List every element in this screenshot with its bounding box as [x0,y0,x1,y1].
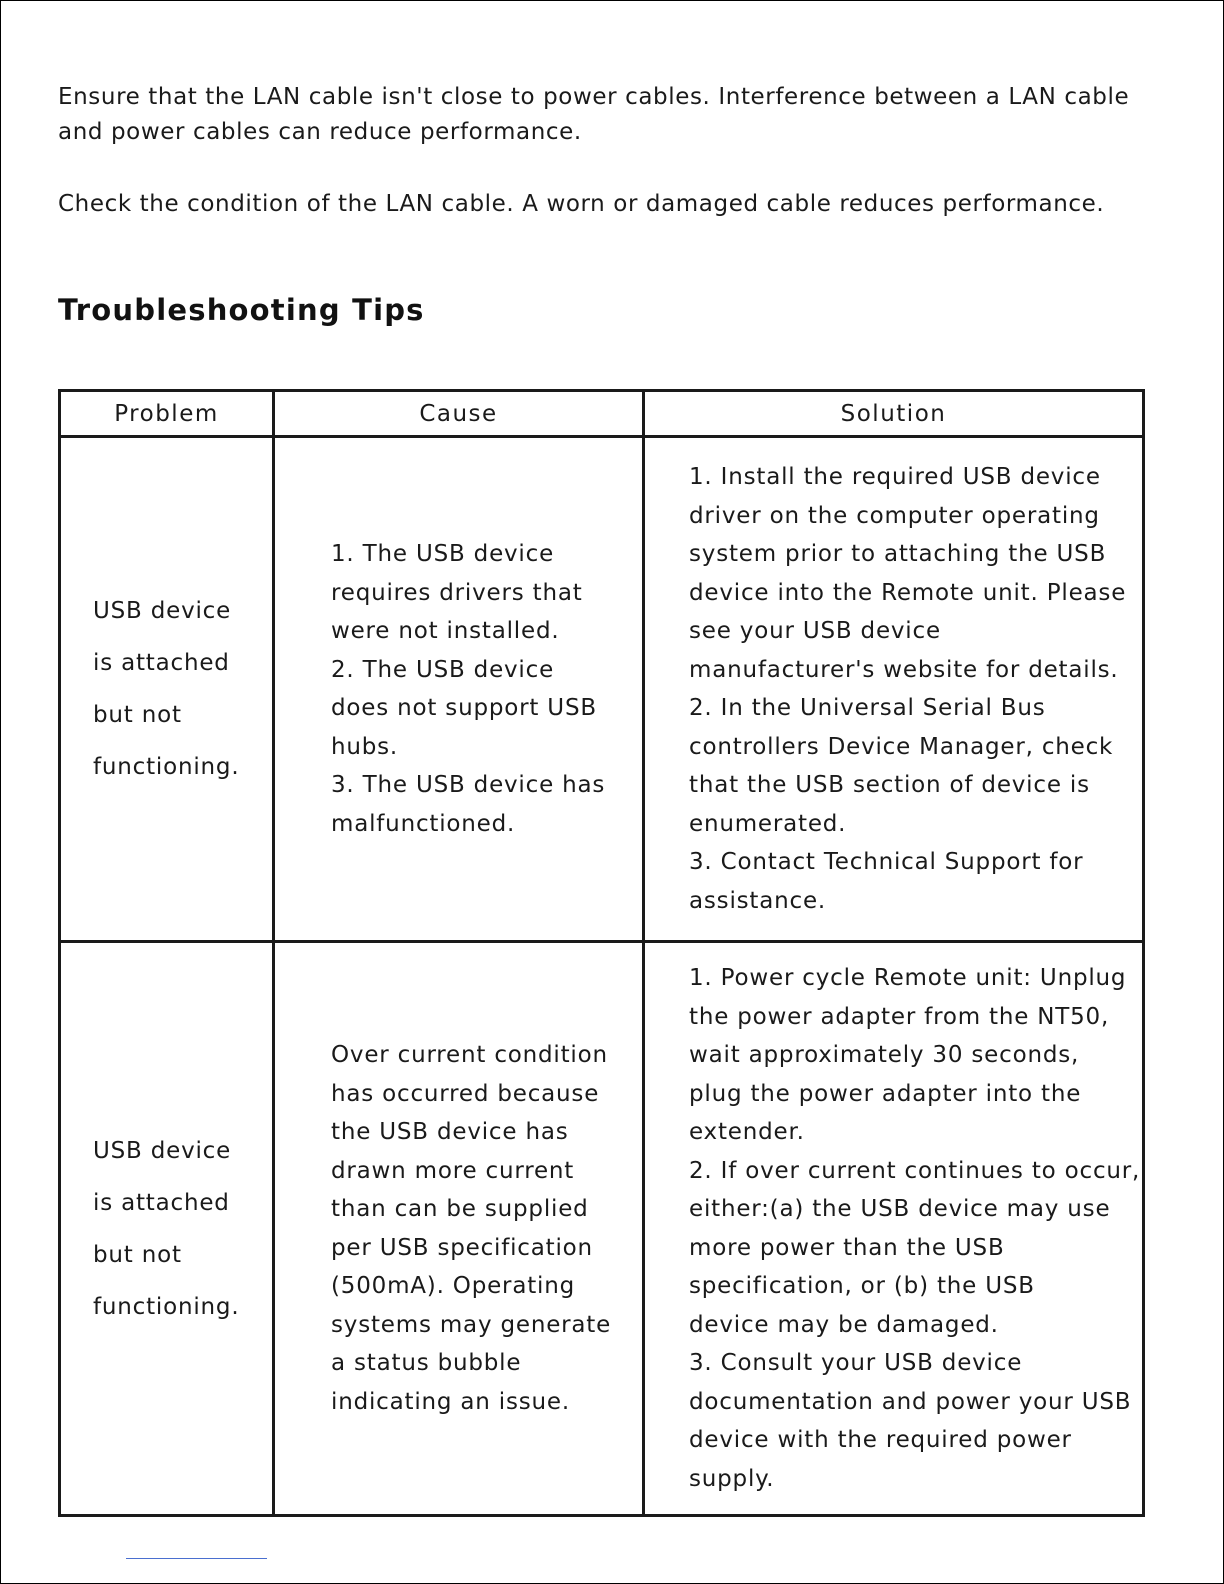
text-line: documentation and power your USB [689,1388,1132,1415]
cause-cell [274,437,644,942]
text-line: USB device [93,598,232,624]
text-line: supply. [689,1465,775,1492]
text-line: 2. The USB device [331,656,555,683]
text-line: malfunctioned. [331,810,516,837]
text-line: specification, or (b) the USB [689,1273,1035,1299]
text-line: wait approximately 30 seconds, [689,1042,1080,1068]
text-line: but not [93,1241,182,1268]
text-line: indicating an issue. [331,1388,570,1415]
cause-cell [274,942,644,1516]
text-line: 3. The USB device has [331,772,606,798]
solution-cell [644,437,1144,942]
text-line: requires drivers that [331,579,583,606]
text-line: controllers Device Manager, check [689,733,1114,760]
problem-cell [60,942,274,1516]
paragraph-lan-interference: Ensure that the LAN cable isn't close to power cables. Interference between a LAN cable and power cables can reduce performance. [58,84,1130,145]
text-line: the USB device has [331,1119,569,1145]
text-line: functioning. [93,754,240,780]
text-line: were not installed. [331,618,560,644]
text-line: manufacturer's website for details. [689,656,1119,683]
text-line: 3. Contact Technical Support for [689,849,1084,875]
text-line: see your USB device [689,618,941,644]
text-line: driver on the computer operating [689,502,1100,529]
text-line: is attached [93,650,230,676]
footer-rule [126,1558,267,1559]
text-line: 1. The USB device [331,541,555,567]
text-line: assistance. [689,887,827,914]
header-problem: Problem [60,391,274,437]
text-line: that the USB section of device is [689,772,1090,798]
text-line: Over current condition [331,1042,608,1068]
text-line: is attached [93,1189,230,1216]
text-line: USB device [93,1137,232,1164]
header-cause: Cause [274,391,644,437]
section-heading: Troubleshooting Tips [58,293,425,327]
text-line: 2. In the Universal Serial Bus [689,695,1046,721]
table-row [60,437,1144,942]
text-line: 1. Power cycle Remote unit: Unplug [689,965,1127,991]
text-line: hubs. [331,733,399,760]
text-line: system prior to attaching the USB [689,541,1107,567]
text-line: enumerated. [689,810,847,837]
text-line: plug the power adapter into the [689,1080,1082,1107]
text-line: than can be supplied [331,1196,589,1222]
table-header-row [60,391,1144,437]
text-line: but not [93,702,182,728]
text-line: functioning. [93,1293,240,1320]
header-solution: Solution [644,391,1144,437]
paragraph-lan-condition: Check the condition of the LAN cable. A worn or damaged cable reduces performance. [58,191,1105,217]
text-line: does not support USB [331,695,597,721]
text-line: 3. Consult your USB device [689,1350,1023,1376]
text-line: 1. Install the required USB device [689,464,1101,490]
text-line: per USB specification [331,1234,593,1261]
text-line: the power adapter from the NT50, [689,1003,1110,1030]
text-line: a status bubble [331,1350,522,1376]
text-line: either:(a) the USB device may use [689,1196,1111,1222]
text-line: 2. If over current continues to occur, [689,1157,1141,1184]
text-line: has occurred because [331,1080,600,1107]
text-line: device may be damaged. [689,1311,999,1338]
table-row [60,942,1144,1516]
text-line: more power than the USB [689,1234,1005,1261]
solution-cell [644,942,1144,1516]
text-line: device with the required power [689,1427,1072,1453]
text-line: extender. [689,1119,805,1145]
problem-cell [60,437,274,942]
text-line: drawn more current [331,1157,575,1184]
troubleshooting-table [58,389,1145,1517]
text-line: device into the Remote unit. Please [689,579,1127,606]
text-line: (500mA). Operating [331,1273,575,1299]
text-line: systems may generate [331,1311,612,1338]
